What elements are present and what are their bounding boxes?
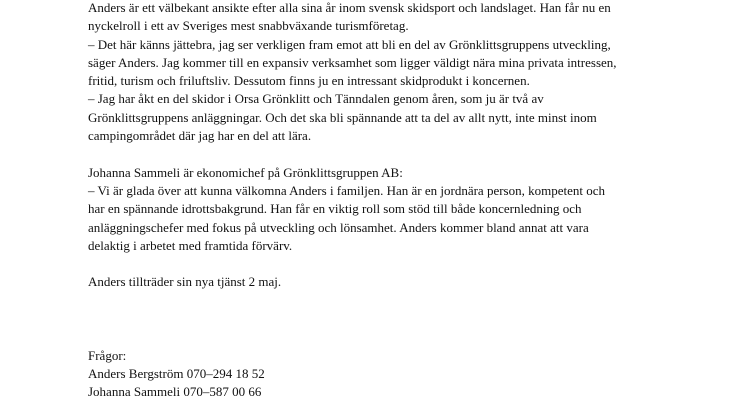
paragraph-anders-quote bbox=[88, 0, 728, 145]
contact-line: Johanna Sammeli 070–587 00 66 bbox=[88, 384, 262, 400]
text-line: Grönklittsgruppens anläggningar. Och det ska bli spännande att ta del av allt nytt, inte minst inom bbox=[88, 109, 597, 125]
text-line: Anders är ett välbekant ansikte efter alla sina år inom svensk skidsport och landslaget. Han får nu en bbox=[88, 0, 611, 15]
text-line: campingområdet där jag har en del att lära. bbox=[88, 128, 312, 144]
text-line: – Jag har åkt en del skidor i Orsa Grönklitt och Tänndalen genom åren, som ju är två av bbox=[88, 91, 544, 107]
text-line: säger Anders. Jag kommer till en expansiv verksamhet som ligger väldigt nära mina privata intressen, bbox=[88, 54, 617, 70]
contact-heading: Frågor: bbox=[88, 347, 127, 363]
paragraph-spacer bbox=[88, 292, 728, 329]
paragraph-spacer bbox=[88, 255, 728, 273]
text-line: har en spännande idrottsbakgrund. Han får en viktig roll som stöd till både koncernledning och bbox=[88, 201, 582, 217]
text-line: fritid, turism och friluftsliv. Dessutom finns ju en intressant skidprodukt i koncernen. bbox=[88, 73, 530, 89]
text-line: anläggningschefer med fokus på utveckling och lönsamhet. Anders kommer bland annat att vara bbox=[88, 219, 589, 235]
contact-line: Anders Bergström 070–294 18 52 bbox=[88, 365, 265, 381]
document-body bbox=[88, 0, 728, 402]
paragraph-johanna-quote bbox=[88, 164, 728, 255]
start-date-paragraph: Anders tillträder sin nya tjänst 2 maj. bbox=[88, 274, 282, 290]
text-line: nyckelroll i ett av Sveriges mest snabbväxande turismföretag. bbox=[88, 18, 409, 34]
paragraph-spacer bbox=[88, 328, 728, 346]
paragraph-spacer bbox=[88, 145, 728, 163]
contact-block bbox=[88, 347, 728, 402]
text-line: delaktig i arbetet med framtida förvärv. bbox=[88, 237, 293, 253]
text-line: – Det här känns jättebra, jag ser verkligen fram emot att bli en del av Grönklittsgruppens utveckling, bbox=[88, 36, 611, 52]
text-line: Johanna Sammeli är ekonomichef på Grönklittsgruppen AB: bbox=[88, 164, 403, 180]
text-line: – Vi är glada över att kunna välkomna Anders i familjen. Han är en jordnära person, kompetent och bbox=[88, 182, 606, 198]
